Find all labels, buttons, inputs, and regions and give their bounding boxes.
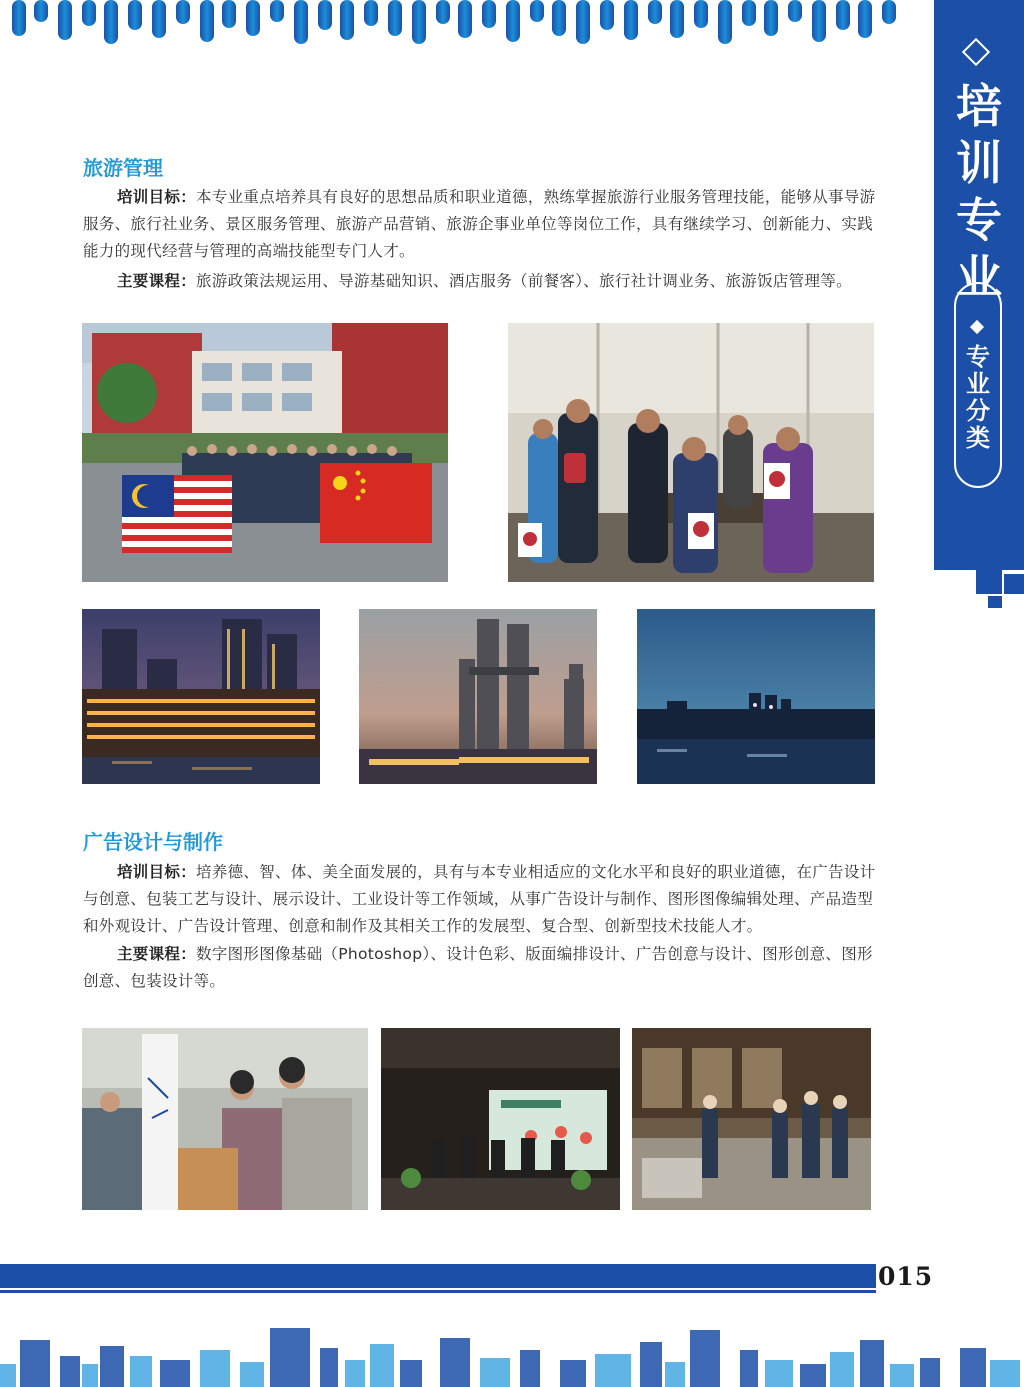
side-tab-subtitle: 专 业 分 类 [966,343,990,452]
footer-line [0,1290,876,1293]
photo-group-with-flags [82,323,448,582]
advertising-goal-paragraph [83,859,878,940]
tourism-goal-paragraph [83,184,878,265]
course-text: 数字图形图像基础（Photoshop）、设计色彩、版面编排设计、广告创意与设计、图形创意、图形创意、包装设计等。 [83,945,873,990]
goal-text: 本专业重点培养具有良好的思想品质和职业道德，熟练掌握旅游行业服务管理技能，能够从事导游服务、旅行社业务、景区服务管理、旅游产品营销、旅游企事业单位等岗位工作，具有继续学习、创新能力、实践能力的现代经营与管理的高端技能型专门人才。 [83,188,876,260]
photo-students-cafe [508,323,874,582]
photo-outdoor-workshop [632,1028,871,1210]
photo-blue-dusk-skyline [637,609,875,784]
goal-text: 培养德、智、体、美全面发展的，具有与本专业相适应的文化水平和良好的职业道德，在广告设计与创意、包装工艺与设计、展示设计、工业设计等工作领域，从事广告设计与制作、图形图像编辑处理、产品造型和外观设计、广告设计管理、创意和制作及其相关工作的发展型、复合型、创新型技术技能人才。 [83,863,876,935]
course-label: 主要课程： [117,272,197,290]
goal-label: 培训目标： [117,188,197,206]
section-title-advertising: 广告设计与制作 [83,830,223,854]
top-drip-decoration [0,0,910,50]
advertising-course-paragraph [83,941,878,995]
photo-skybridge-towers [359,609,597,784]
photo-whiteboard-drawing [82,1028,368,1210]
side-tab-title: 培 训 专 业 [956,79,1002,304]
goal-label: 培训目标： [117,863,197,881]
course-label: 主要课程： [117,945,197,963]
city-skyline-decoration [0,1320,1024,1387]
section-title-tourism: 旅游管理 [83,156,163,180]
page-number: 015 [878,1262,934,1291]
tourism-course-paragraph [83,268,878,295]
footer-bar [0,1264,876,1288]
course-text: 旅游政策法规运用、导游基础知识、酒店服务（前餐客）、旅行社计调业务、旅游饭店管理等。 [196,272,852,290]
photo-night-riverside-city [82,609,320,784]
photo-presentation-stage [381,1028,620,1210]
